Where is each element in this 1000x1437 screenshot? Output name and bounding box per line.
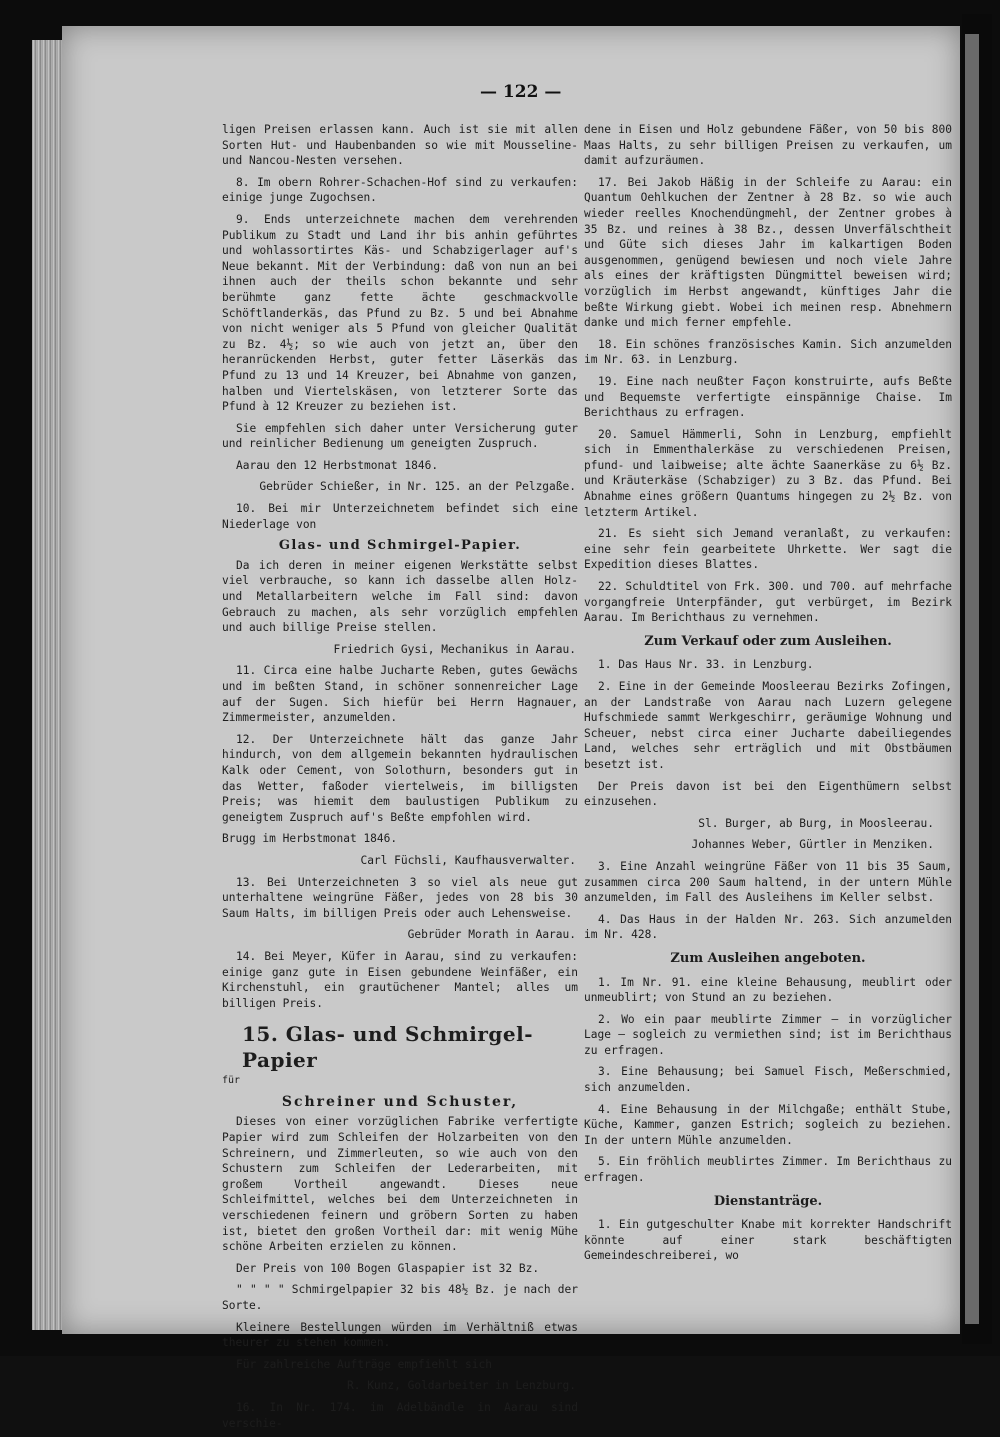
right-column: [584, 122, 952, 1270]
lend-5: 5. Ein fröhlich meublirtes Zimmer. Im Berichthaus zu erfragen.: [584, 1155, 952, 1185]
ad-19: 19. Eine nach neußter Façon konstruirte, aufs Beßte und Bequemste verfertigte einspännige Chaise. Im Berichthaus zu erfragen.: [584, 374, 952, 420]
ad-17: 17. Bei Jakob Häßig in der Schleife zu Aarau: ein Quantum Oehlkuchen der Zentner à 28 Bz. so wie auch wieder reelles Knochendüngmehl, der Zentner grobes à 35 Bz. und reines à 38 Bz., dessen Unverfälschtheit und Güte sich dieses Jahr im kalkartigen Boden ausgenommen, genügend bewiesen und noch viele Jahre als eines der kräftigsten Düngmittel beweisen wird; vorzüglich im Herbst angewandt, künftiges Jahr die beßte Wirkung giebt. Wobei ich meinen resp. Abnehmern danke und mich ferner empfehle.: [584, 175, 952, 330]
sale-1: 1. Das Haus Nr. 33. in Lenzburg.: [598, 658, 814, 672]
ad-9-signature: Gebrüder Schießer, in Nr. 125. an der Pelzgaße.: [259, 480, 576, 494]
ad-14: 14. Bei Meyer, Küfer in Aarau, sind zu verkaufen: einige ganz gute in Eisen gebundene Weinfäßer, ein Kirchenstuhl, ein grautüchener Mantel; alles um billigen Preis.: [222, 949, 578, 1010]
ad-15-subtitle: Schreiner und Schuster,: [281, 1093, 519, 1110]
lend-3: 3. Eine Behausung; bei Samuel Fisch, Meßerschmied, sich anzumelden.: [584, 1065, 952, 1095]
ad-10-title: Glas- und Schmirgel-Papier.: [278, 538, 522, 554]
lend-1: 1. Im Nr. 91. eine kleine Behausung, meublirt oder unmeublirt; von Stund an zu beziehen.: [584, 975, 952, 1005]
ad-9-closing: Sie empfehlen sich daher unter Versicherung guter und reinlicher Bedienung um geneigten Zuspruch.: [222, 421, 578, 451]
ad-11: 11. Circa eine halbe Jucharte Reben, gutes Gewächs und im beßten Stand, in schöner sonnenreicher Lage auf der Sugen. Sich hiefür bei Herrn Hagnauer, Zimmermeister, anzumelden.: [222, 664, 578, 725]
ad-10-signature: Friedrich Gysi, Mechanikus in Aarau.: [333, 642, 576, 656]
ad-12-signature: Carl Füchsli, Kaufhausverwalter.: [360, 853, 576, 867]
ad-16: 16. In Nr. 174. im Adelbändle in Aarau sind verschie-: [222, 1400, 578, 1430]
ad-15-signature: R. Kunz, Goldarbeiter in Lenzburg.: [346, 1379, 576, 1393]
page-number: — 122 —: [480, 82, 562, 102]
ad-8: 8. Im obern Rohrer-Schachen-Hof sind zu verkaufen: einige junge Zugochsen.: [222, 175, 578, 205]
section-heading-jobs: Dienstanträge.: [713, 1193, 823, 1209]
ad-12-date: Brugg im Herbstmonat 1846.: [222, 832, 398, 846]
section-heading-sale: Zum Verkauf oder zum Ausleihen.: [644, 633, 892, 649]
ad-21: 21. Es sieht sich Jemand veranlaßt, zu verkaufen: eine sehr fein gearbeitete Uhrkette. Wer sagt die Expedition dieses Blattes.: [584, 527, 952, 572]
ad-9: 9. Ends unterzeichnete machen dem verehrenden Publikum zu Stadt und Land ihr bis anhin geführtes und wohlassortirtes Käs- und Schabzigerlager auf's Neue bekannt. Mit der Verbindung: daß von nun an bei ihnen auch der theils schon bekannte und sehr berühmte ganz fette ächte geschmackvolle Schöftlanderkäs, das Pfund zu Bz. 5 und bei Abnahme von nicht weniger als 5 Pfund von gleicher Qualität zu Bz. 4½; so wie auch von jetzt an, über den heranrückenden Herbst, guter fetter Läserkäs das Pfund zu 13 und 14 Kreuzer, bei Abnahme von ganzen, halben und Viertelskäsen, von letzterer Sorte das Pfund à 12 Kreuzer zu beziehen ist.: [222, 212, 578, 414]
lend-4: 4. Eine Behausung in der Milchgaße; enthält Stube, Küche, Kammer, ganzen Estrich; sogleich zu beziehen. In der untern Mühle anzumelden.: [584, 1102, 952, 1147]
ad-12: 12. Der Unterzeichnete hält das ganze Jahr hindurch, von dem allgemein bekannten hydraulischen Kalk oder Cement, von Solothurn, besonders gut in das Wetter, faßoder viertelweis, im billigsten Preis; was hiemit dem baulustigen Publikum zu geneigtem Zuspruch auf's Beßte empfohlen wird.: [222, 732, 578, 824]
ad-15-price-emery: " " " " Schmirgelpapier 32 bis 48½ Bz. je nach der Sorte.: [222, 1283, 578, 1312]
ad-9-date: Aarau den 12 Herbstmonat 1846.: [236, 458, 439, 472]
left-column: [222, 122, 578, 1437]
sale-2: 2. Eine in der Gemeinde Moosleerau Bezirks Zofingen, an der Landstraße von Aarau nach Luzern gelegene Hufschmiede sammt Werkgeschirr, geräumige Wohnung und Scheuer, nebst circa einer Jucharte dabeiliegendes Land, welches sehr erträglich und mit Obstbäumen besetzt ist.: [584, 680, 952, 771]
lend-2: 2. Wo ein paar meublirte Zimmer — in vorzüglicher Lage — sogleich zu vermiethen sind; ist im Berichthaus zu erfragen.: [584, 1012, 952, 1057]
ad-18: 18. Ein schönes französisches Kamin. Sich anzumelden im Nr. 63. in Lenzburg.: [584, 337, 952, 367]
ad-13: 13. Bei Unterzeichneten 3 so viel als neue gut unterhaltene weingrüne Fäßer, jedes von 28 bis 30 Saum Halts, im billigen Preis oder auch Lehensweise.: [222, 875, 578, 920]
ad-15-fuer: für: [222, 1075, 241, 1087]
sale-3: 3. Eine Anzahl weingrüne Fäßer von 11 bis 35 Saum, zusammen circa 200 Saum haltend, in der untern Mühle anzumelden, im Fall des Ausleihens im Keller selbst.: [584, 859, 952, 905]
ad-22: 22. Schuldtitel von Frk. 300. und 700. auf mehrfache vorgangfreie Unterpfänder, gut verbürget, im Bezirk Aarau. Im Berichthaus zu vernehmen.: [584, 580, 952, 625]
ad-15-price-glass: Der Preis von 100 Bogen Glaspapier ist 32 Bz.: [236, 1261, 540, 1275]
sale-4: 4. Das Haus in der Halden Nr. 263. Sich anzumelden im Nr. 428.: [584, 912, 952, 942]
sale-2-signature-2: Johannes Weber, Gürtler in Menziken.: [691, 838, 934, 852]
book-page-edges: [32, 40, 66, 1330]
ad-15-note: Kleinere Bestellungen würden im Verhältniß etwas theurer zu stehen kommen.: [222, 1320, 578, 1350]
ad-10: 10. Bei mir Unterzeichnetem befindet sich eine Niederlage von: [222, 502, 578, 531]
ad-10-body: Da ich deren in meiner eigenen Werkstätte selbst viel verbrauche, so kann ich dasselbe allen Holz- und Metallarbeitern welche im Fall sind: davon Gebrauch zu machen, als sehr vorzüglich empfehlen und auch billige Preise stellen.: [222, 558, 578, 635]
ad-20: 20. Samuel Hämmerli, Sohn in Lenzburg, empfiehlt sich in Emmenthalerkäse zu verschiedenen Preisen, pfund- und laibweise; alte ächte Saanerkäse zu 6½ Bz. und Kräuterkäse (Schabziger) zu 3 Bz. das Pfund. Bei Abnahme eines größern Quantums hingegen zu 2½ Bz. von letzterm Artikel.: [584, 427, 952, 519]
ad-15-title: 15. Glas- und Schmirgel-Papier: [242, 1022, 534, 1073]
ad-15-recommend: Für zahlreiche Aufträge empfiehlt sich: [236, 1357, 492, 1371]
ad-15-body: Dieses von einer vorzüglichen Fabrike verfertigte Papier wird zum Schleifen der Holzarbeiten von den Schreinern, und Zimmerleuten, so wie auch von den Schustern zum Schleifen der Lederarbeiten, mit großem Vortheil angewandt. Dieses neue Schleifmittel, welches bei dem Unterzeichneten in verschiedenen feinern und gröbern Sorten zu haben ist, bietet den großen Vortheil dar: mit wenig Mühe schöne Arbeiten erzielen zu können.: [222, 1115, 578, 1254]
sale-2-price: Der Preis davon ist bei den Eigenthümern selbst einzusehen.: [584, 779, 952, 809]
ad-continuation: ligen Preisen erlassen kann. Auch ist sie mit allen Sorten Hut- und Haubenbanden so wie mit Mousseline-und Nancou-Nesten versehen.: [222, 123, 578, 168]
ad-16-continuation: dene in Eisen und Holz gebundene Fäßer, von 50 bis 800 Maas Halts, zu sehr billigen Preisen zu verkaufen, um damit aufzuräumen.: [584, 123, 952, 168]
job-1: 1. Ein gutgeschulter Knabe mit korrekter Handschrift könnte auf einer stark beschäftigten Gemeindeschreiberei, wo: [584, 1218, 952, 1263]
ad-13-signature: Gebrüder Morath in Aarau.: [407, 928, 576, 942]
facing-page-edge: [962, 14, 992, 1344]
section-heading-lending: Zum Ausleihen angeboten.: [670, 950, 866, 966]
sale-2-signature-1: Sl. Burger, ab Burg, in Moosleerau.: [698, 816, 934, 830]
